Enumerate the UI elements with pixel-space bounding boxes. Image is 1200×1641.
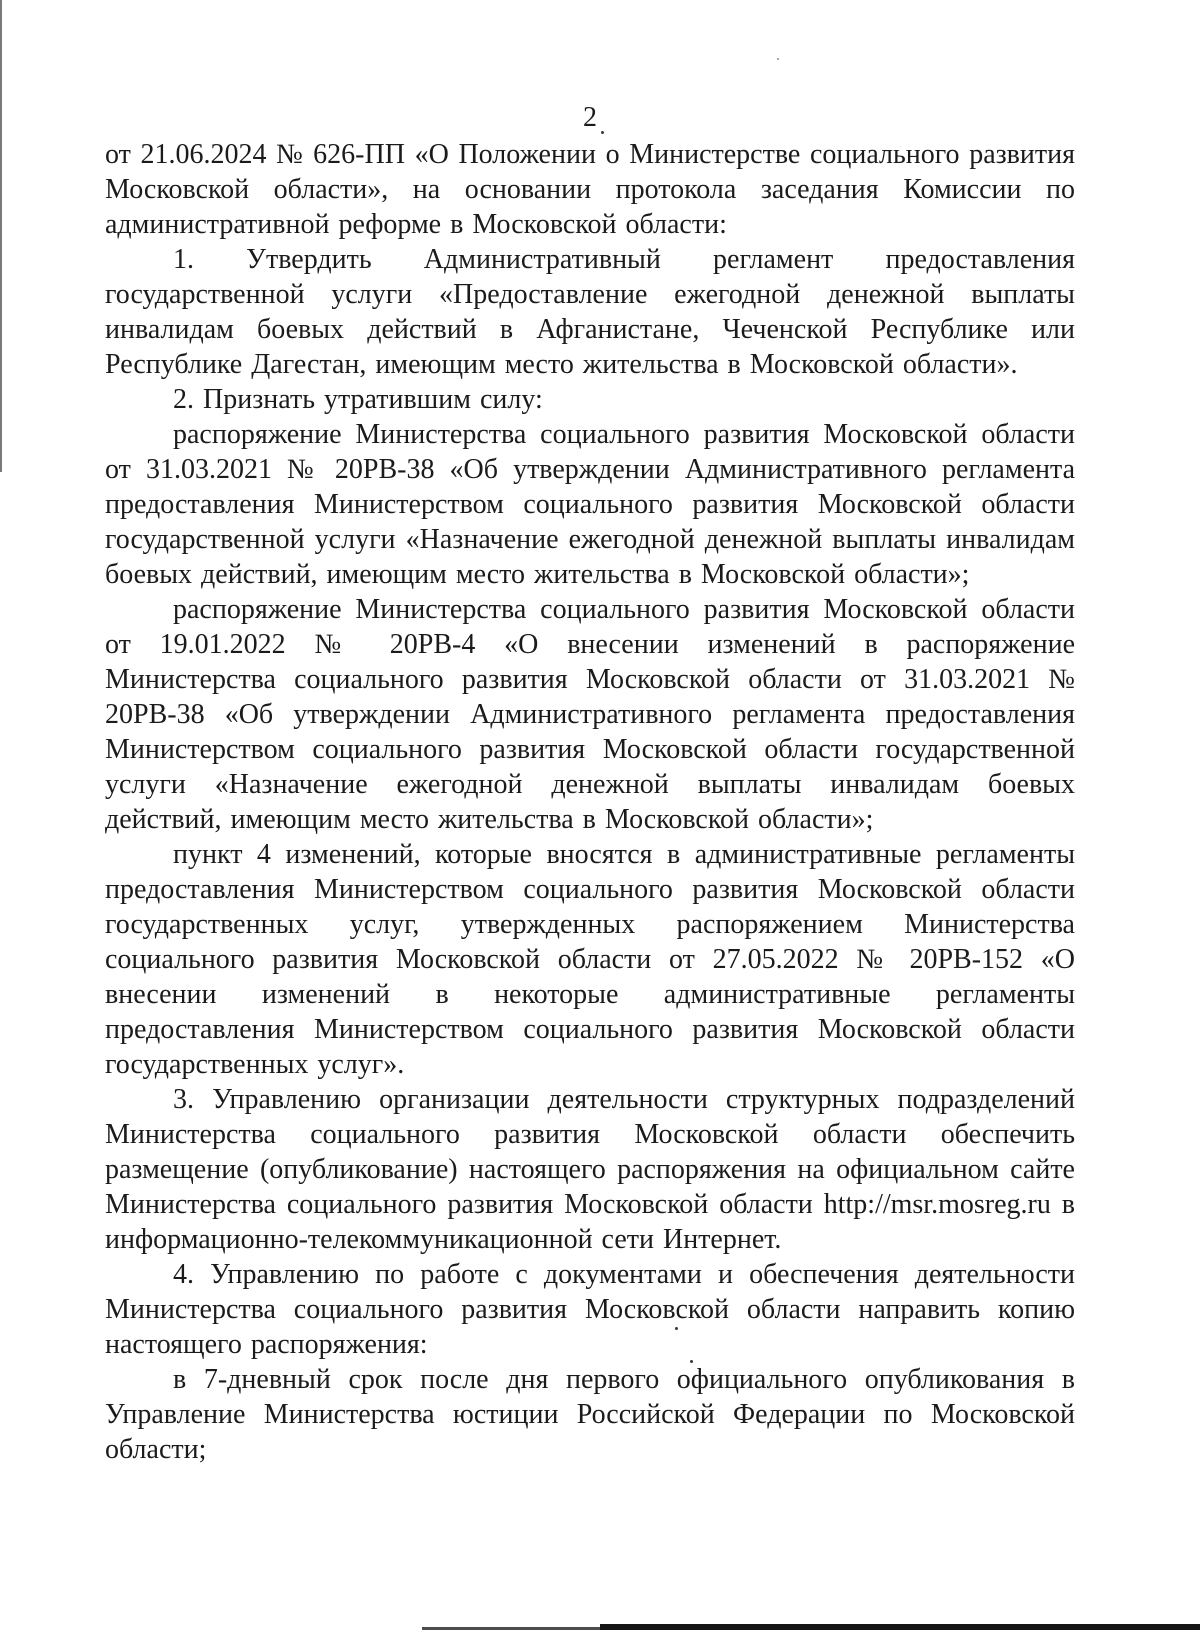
scan-artifact-left-edge-line: [0, 0, 2, 472]
scan-speckle: [675, 1327, 678, 1330]
paragraph-preamble-continuation: от 21.06.2024 № 626-ПП «О Положении о Министерстве социального развития Московской области», на основании протокола заседания Комиссии по административной реформе в Московской области:: [105, 139, 1075, 240]
paragraph-repealed-order-2022: распоряжение Министерства социального развития Московской области от 19.01.2022 № 20РВ-4 «О внесении изменений в распоряжение Министерства социального развития Московской области от 31.03.2021 № 20РВ-38 «Об утверждении Административного регламента предоставления Министерством социального развития Московской области государственной услуги «Назначение ежегодной денежной выплаты инвалидам боевых действий, имеющим место жительства в Московской области»;: [105, 594, 1075, 835]
paragraph-repealed-order-2021: распоряжение Министерства социального развития Московской области от 31.03.2021 № 20РВ-38 «Об утверждении Административного регламента предоставления Министерством социального развития Московской области государственной услуги «Назначение ежегодной денежной выплаты инвалидам боевых действий, имеющим место жительства в Московской области»;: [105, 419, 1075, 590]
paragraph-point-4: 4. Управлению по работе с документами и обеспечения деятельности Министерства социального развития Московской области направить копию настоящего распоряжения:: [105, 1259, 1075, 1360]
scan-artifact-bottom-bar-thin: [422, 1627, 607, 1630]
paragraph-repealed-item-4: пункт 4 изменений, которые вносятся в административные регламенты предоставления Министерством социального развития Московской области государственных услуг, утвержденных распоряжением Министерства социального развития Московской области от 27.05.2022 № 20РВ-152 «О внесении изменений в некоторые административные регламенты предоставления Министерством социального развития Московской области государственных услуг».: [105, 839, 1075, 1080]
paragraph-point-2: 2. Признать утратившим силу:: [173, 384, 543, 415]
scan-speckle: [777, 58, 779, 60]
paragraph-point-4-sub: в 7-дневный срок после дня первого официального опубликования в Управление Министерства юстиции Российской Федерации по Московской области;: [105, 1364, 1075, 1465]
paragraph-point-1: 1. Утвердить Административный регламент предоставления государственной услуги «Предоставление ежегодной денежной выплаты инвалидам боевых действий в Афганистане, Чеченской Республике или Республике Дагестан, имеющим место жительства в Московской области».: [105, 244, 1075, 380]
scan-speckle: [601, 131, 604, 134]
paragraph-point-3: 3. Управлению организации деятельности структурных подразделений Министерства социального развития Московской области обеспечить размещение (опубликование) настоящего распоряжения на официальном сайте Министерства социального развития Московской области http://msr.mosreg.ru в информационно-телекоммуникационной сети Интернет.: [105, 1084, 1075, 1255]
scan-artifact-bottom-bar-thick: [600, 1624, 1200, 1630]
scan-speckle: [690, 1360, 693, 1363]
document-body: [105, 137, 1075, 1467]
page-number: 2: [583, 102, 597, 133]
